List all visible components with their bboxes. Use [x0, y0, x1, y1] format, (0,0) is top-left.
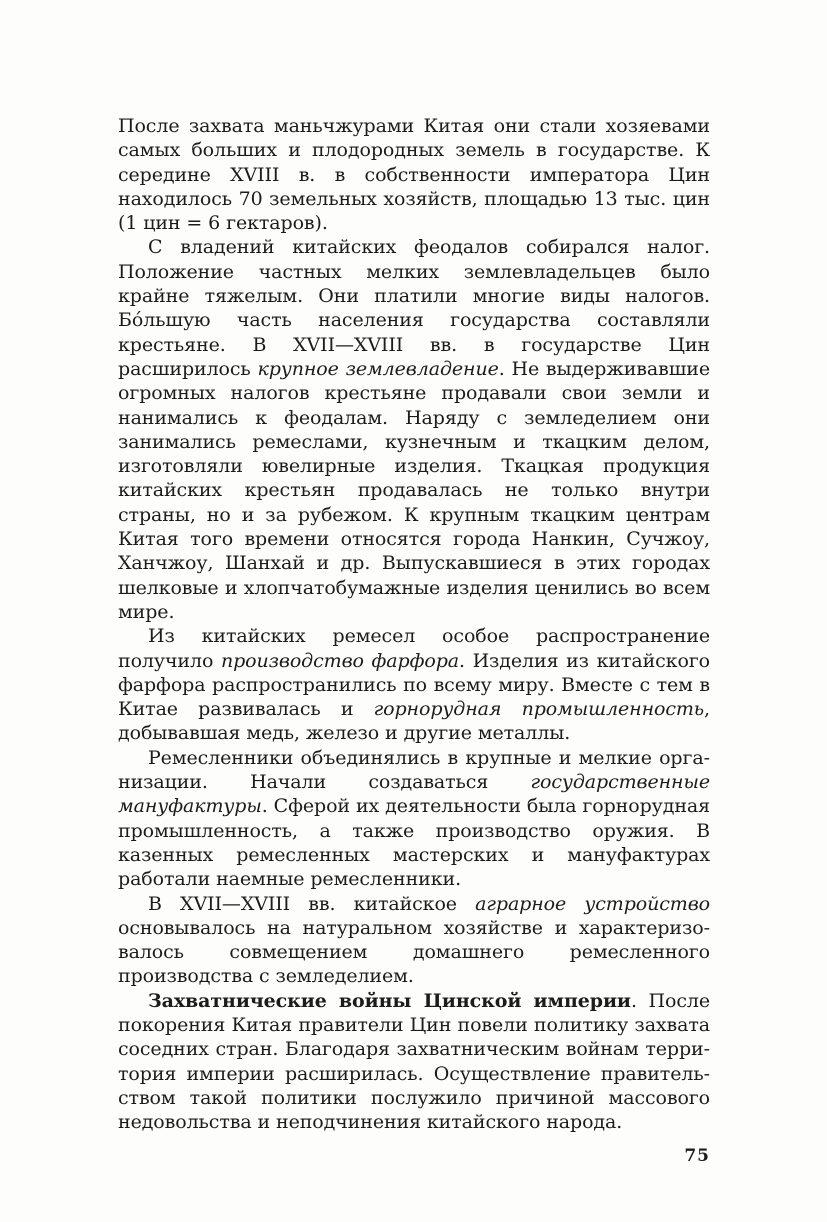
text-run: В XVII—XVIII вв. китайское [148, 892, 476, 915]
text-run: После захвата маньчжурами Китая они стали хозяевами самых больших и плодородных земель в государстве. К середине XVIII в. в собственности императора Цин находилось 70 земельных хозяйств, площадью 13 тыс. цин (1 цин = 6 гектаров). [118, 115, 710, 235]
paragraph-wars-of-conquest [118, 989, 710, 1135]
text-run: . После покорения Китая правители Цин повели политику захвата соседних стран. Благодаря захватническим войнам территория империи расширилась. Осуществление правительством такой политики послужило причиной массового недовольства и неподчинения китайского народа. [118, 989, 711, 1134]
paragraph-agrarian-system [118, 892, 710, 989]
paragraph-land-ownership [118, 114, 710, 235]
italic-term: крупное землевладение [257, 357, 499, 380]
italic-term: горнорудная промышленность [373, 698, 705, 721]
bold-heading: Захватнические войны Цинской империи [148, 989, 631, 1012]
page-number: 75 [684, 1146, 710, 1166]
body-text [118, 114, 710, 1134]
paragraph-manufactories [118, 746, 710, 892]
italic-term: производство фарфора [220, 649, 459, 672]
italic-term: государственные мануфактуры [118, 771, 710, 818]
text-run: основывалось на натуральном хозяйстве и характеризовалось совмещением домашнего ремесленного производства с земледелием. [118, 916, 710, 988]
text-run: . Изделия из китайского фарфора распространились по всему миру. Вместе с тем в Китае развивалась и [118, 649, 710, 721]
text-run: , добывавшая медь, железо и другие металлы. [118, 698, 710, 745]
text-run: . Сферой их деятельности была горнорудная промышленность, а также производство оружия. В казенных ремесленных мастерских и мануфактурах работали наемные ремесленники. [118, 795, 710, 891]
text-run: . Не выдерживавшие огромных налогов крестьяне продавали свои земли и нанимались к феодалам. Наряду с земледелием они занимались ремеслами, кузнечным и ткацким делом, изготовляли ювелирные изделия. Ткацкая продукция китайских крестьян продавалась не только внутри страны, но и за рубежом. К крупным ткацким центрам Китая того времени относятся города Нанкин, Сучжоу, Ханчжоу, Шанхай и др. Выпускавшиеся в этих городах шелковые и хлопчатобумажные изделия ценились во всем мире. [118, 357, 710, 623]
italic-term: аграрное устройство [475, 892, 711, 915]
text-run: С владений китайских феодалов собирался налог. Положение частных мелких землевладельцев было крайне тяжелым. Они платили многие виды налогов. Бóльшую часть населения государства составляли крестьяне. В XVII—XVIII вв. в государстве Цин расширилось [118, 236, 710, 380]
paragraph-taxes-and-crafts [118, 235, 710, 624]
text-run: Из китайских ремесел особое распространение получило [118, 625, 710, 672]
paragraph-porcelain [118, 624, 710, 745]
text-run: Ремесленники объединялись в крупные и мелкие организации. Начали создаваться [118, 746, 710, 794]
